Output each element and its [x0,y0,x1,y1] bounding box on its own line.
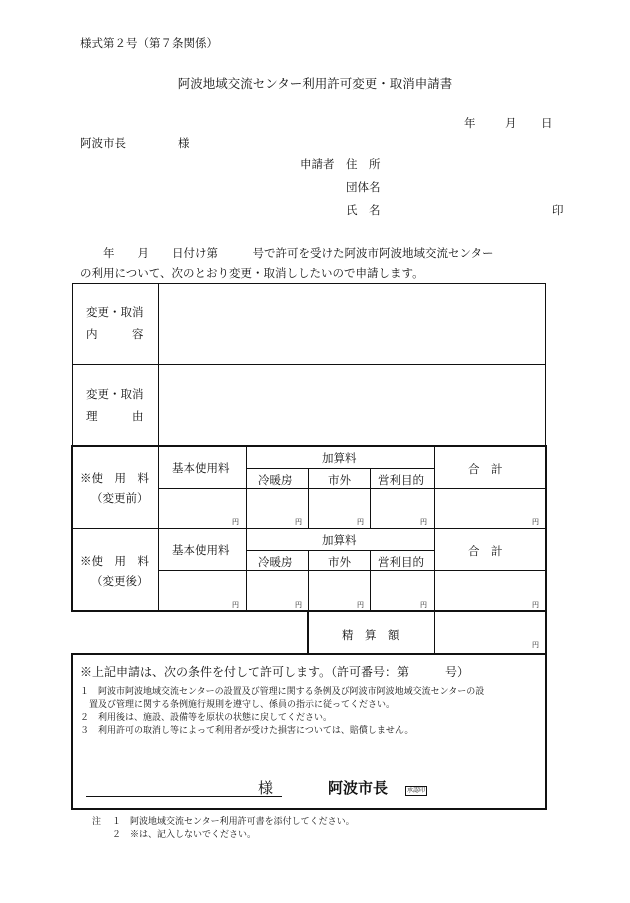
before-label: （変更前） [91,491,149,505]
yen-total-before: 円 [532,518,539,526]
basic-fee-header-before: 基本使用料 [172,461,230,475]
address-label: 住 所 [346,157,381,171]
surcharge-header-after: 加算料 [322,533,357,547]
outside-city-header-after: 市外 [328,555,351,569]
note-1-text: 阿波地域交流センター利用許可書を添付してください。 [130,817,355,827]
yen-total-after: 円 [532,601,539,609]
yen-outside-before: 円 [357,518,364,526]
intro-line-1: 年 月 日付け第 号で許可を受けた阿波市阿波地域交流センター [80,246,494,260]
seal-mark: 印 [552,203,564,217]
mayor-signature: 阿波市長 [328,779,389,797]
yen-commercial-after: 円 [420,601,427,609]
heating-cooling-header-before: 冷暖房 [258,473,293,487]
name-label: 氏 名 [346,203,381,217]
total-header-after: 合 計 [468,544,503,558]
outside-city-header-before: 市外 [328,473,351,487]
note-2-number: ２ [112,830,122,840]
settlement-label: 精 算 額 [342,628,400,642]
note-2-text: ※は、記入しないでください。 [130,830,257,840]
addressee-honorific: 様 [178,136,190,150]
change-reason-label-2: 理 由 [86,409,144,423]
commercial-header-after: 営利目的 [378,555,424,569]
form-number: 様式第２号（第７条関係） [80,36,218,50]
surcharge-header-before: 加算料 [322,451,357,465]
change-content-label-1: 変更・取消 [86,305,144,319]
after-label: （変更後） [91,574,149,588]
change-reason-field[interactable] [160,366,544,445]
change-reason-label-1: 変更・取消 [86,387,144,401]
yen-outside-after: 円 [357,601,364,609]
yen-commercial-before: 円 [420,518,427,526]
group-label: 団体名 [346,180,381,194]
approval-stamp: 承認印 [407,787,426,794]
addressee-name: 阿波市長 [80,136,126,150]
yen-basic-before: 円 [232,518,239,526]
total-header-before: 合 計 [468,462,503,476]
yen-basic-after: 円 [232,601,239,609]
usage-fee-label-after: ※使 用 料 [80,554,149,568]
condition-item-2: ２ 利用後は、施設、設備等を原状の状態に戻してください。 [80,713,333,723]
note-1-number: １ [112,817,122,827]
document-title: 阿波地域交流センター利用許可変更・取消申請書 [177,76,453,91]
yen-heating-after: 円 [295,601,302,609]
change-content-field[interactable] [160,285,544,363]
condition-item-1: １ 阿波市阿波地域交流センターの設置及び管理に関する条例及び阿波市阿波地域交流センターの設 [80,687,485,697]
date-month: 月 [505,116,517,130]
condition-item-1-cont: 置及び管理に関する条例施行規則を遵守し、係員の指示に従ってください。 [80,700,396,710]
conditions-title: ※上記申請は、次の条件を付して許可します。（許可番号：第 号） [80,665,470,679]
basic-fee-header-after: 基本使用料 [172,543,230,557]
yen-settlement: 円 [532,641,539,649]
heating-cooling-header-after: 冷暖房 [258,555,293,569]
intro-line-2: の利用について、次のとおり変更・取消ししたいので申請します。 [80,266,424,280]
date-year: 年 [464,116,476,130]
note-prefix: 注 [92,817,102,827]
date-day: 日 [541,116,553,130]
commercial-header-before: 営利目的 [378,473,424,487]
change-content-label-2: 内 容 [86,327,144,341]
yen-heating-before: 円 [295,518,302,526]
recipient-signature-line [86,796,282,797]
applicant-label: 申請者 [300,157,335,171]
usage-fee-label-before: ※使 用 料 [80,471,149,485]
condition-item-3: ３ 利用許可の取消し等によって利用者が受けた損害については、賠償しません。 [80,726,414,736]
recipient-honorific: 様 [258,779,274,797]
